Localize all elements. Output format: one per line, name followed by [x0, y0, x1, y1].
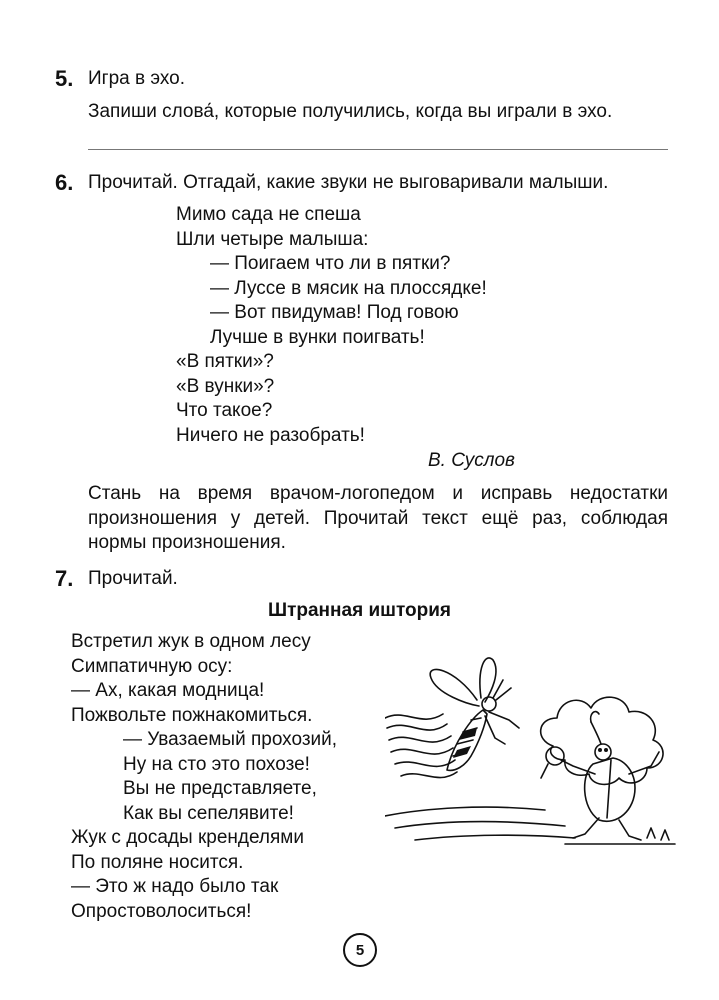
task6-number: 6. [55, 170, 74, 195]
task5-instruction: Запиши слова́, которые получились, когда вы играли в эхо. [88, 101, 613, 122]
poem-line: «В вунки»? [176, 375, 275, 397]
task6-followup: Стань на время врачом-логопедом и исправь недостатки произношения у детей. Прочитай текст ещё раз, соблюдая нормы произношения. [88, 483, 668, 553]
poem-line: «В пятки»? [176, 351, 274, 372]
answer-line[interactable] [88, 149, 668, 150]
poem-title: Штранная иштория [267, 600, 451, 621]
poem-line: Симпатичную осу: [71, 655, 233, 677]
task7-poem [71, 630, 337, 924]
poem-line: — Вот пвидумав! Под говою [210, 302, 459, 323]
wasp-beetle-illustration [385, 648, 685, 848]
task6-poem [176, 203, 487, 448]
poem-line: Мимо сада не спеша [176, 204, 361, 225]
poem-line: — Поигаем что ли в пятки? [210, 253, 451, 274]
task6-title: Прочитай. Отгадай, какие звуки не выговаривали малыши. [88, 172, 609, 193]
poem-line: — Луссе в мясик на плоссядке! [210, 277, 487, 299]
poem-line: — Это ж надо было так [71, 876, 279, 897]
poem-line: Встретил жук в одном лесу [71, 631, 311, 652]
poem-line: Опростоволоситься! [71, 900, 252, 922]
poem-line: По поляне носится. [71, 851, 244, 873]
page-number: 5 [343, 933, 377, 967]
poem-line: Ничего не разобрать! [176, 424, 365, 446]
task5-number: 5. [55, 66, 74, 91]
task5-title: Игра в эхо. [88, 68, 185, 89]
poem-line: Пожвольте пожнакомиться. [71, 704, 313, 726]
poem-line: Жук с досады кренделями [71, 827, 304, 848]
poem-line: Шли четыре малыша: [176, 228, 369, 250]
poem-author: В. Суслов [428, 450, 515, 471]
poem-line: — Увазаемый прохозий, [123, 729, 338, 750]
poem-line: Вы не представляете, [123, 778, 317, 799]
poem-line: Что такое? [176, 400, 273, 421]
poem-line: Лучше в вунки поигвать! [210, 326, 425, 348]
poem-line: Ну на сто это похозе! [123, 753, 310, 775]
task7-title: Прочитай. [88, 568, 178, 589]
task7-number: 7. [55, 566, 74, 591]
poem-line: Как вы сепелявите! [123, 802, 294, 824]
poem-line: — Ах, какая модница! [71, 680, 265, 701]
